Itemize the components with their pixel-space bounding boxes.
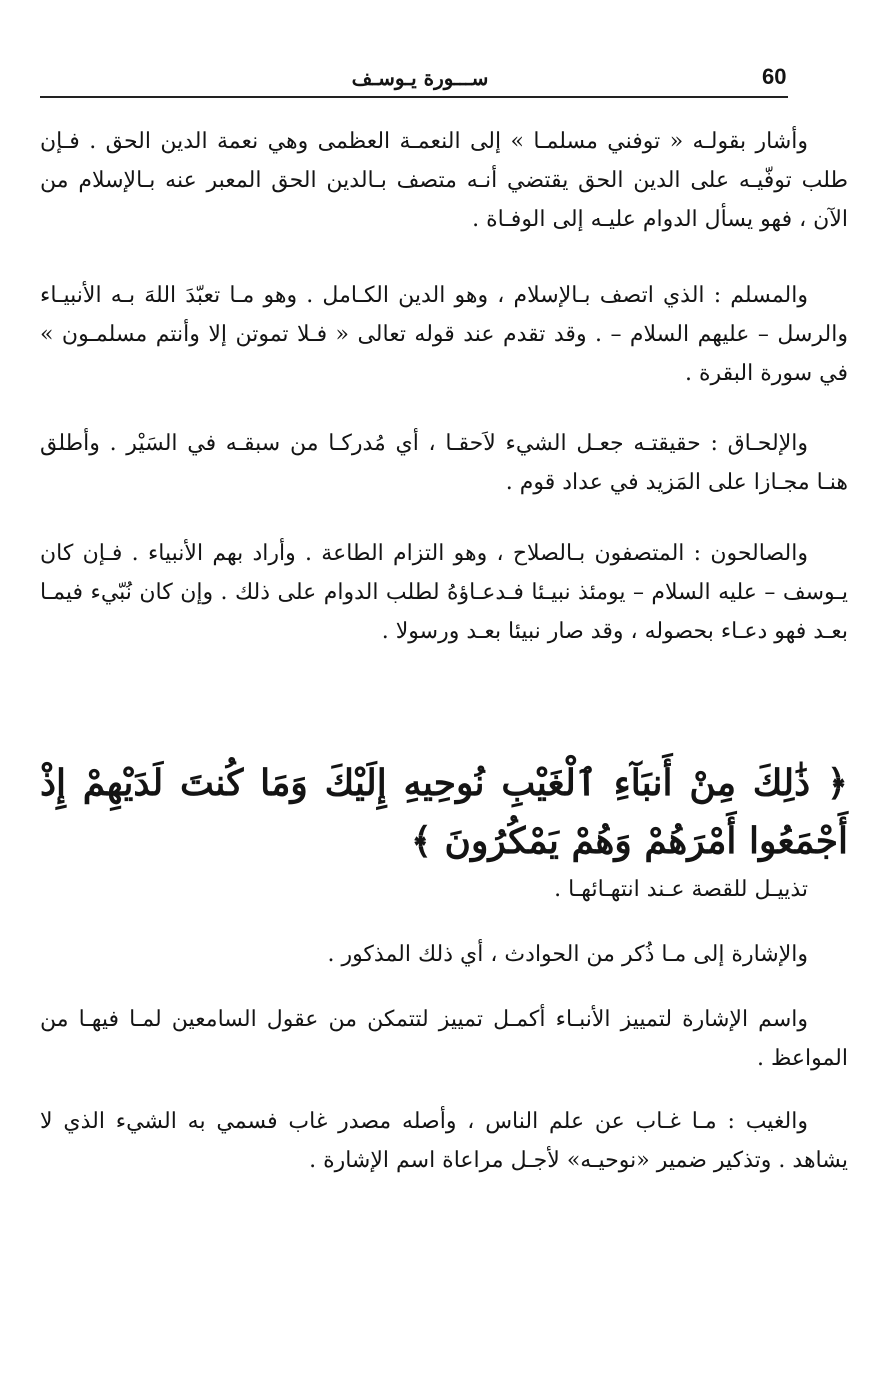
paragraph-ilhaq bbox=[40, 424, 848, 502]
paragraph-text: والغيب : مـا غـاب عن علم الناس ، وأصله مصدر غاب فسمي به الشيء الذي لا يشاهد . وتذكير ضمير «نوحيـه» لأجـل مراعاة اسم الإشارة . bbox=[40, 1109, 848, 1173]
paragraph-salihun bbox=[40, 534, 848, 651]
paragraph-text: وأشار بقولـه « توفني مسلمـا » إلى النعمـة العظمى وهي نعمة الدين الحق . فـإن طلب توفّيـه على الدين الحق يقتضي أنـه متصف بـالدين الحق المعبر عنه بـالإسلام من الآن ، فهو يسأل الدوام عليـه إلى الوفـاة . bbox=[40, 129, 848, 232]
running-title: ســـورة يـوسـف bbox=[351, 66, 489, 90]
paragraph-text: والإشارة إلى مـا ذُكر من الحوادث ، أي ذلك المذكور . bbox=[327, 942, 808, 967]
quran-verse: ﴿ ذَٰلِكَ مِنْ أَنبَآءِ ٱلْغَيْبِ نُوحِيهِ إِلَيْكَ وَمَا كُنتَ لَدَيْهِمْ إِذْ أَجْمَعُوا أَمْرَهُمْ وَهُمْ يَمْكُرُونَ ﴾ bbox=[40, 762, 848, 862]
page-header bbox=[40, 58, 788, 98]
header-rule bbox=[40, 96, 788, 98]
paragraph-text: والمسلم : الذي اتصف بـالإسلام ، وهو الدين الكـامل . وهو مـا تعبّدَ اللهَ بـه الأنبيـاء والرسل – عليهم السلام – . وقد تقدم عند قوله تعالى « فـلا تموتن إلا وأنتم مسلمـون » في سورة البقرة . bbox=[40, 283, 848, 386]
paragraph-ishara bbox=[40, 935, 848, 974]
paragraph-muslim bbox=[40, 276, 848, 393]
paragraph-text: والإلحـاق : حقيقتـه جعـل الشيء لاَحقـا ، أي مُدركـا من سبقـه في السَيْر . وأطلق هنـا مجـازا على المَزيد في عداد قوم . bbox=[40, 431, 848, 495]
paragraph-tawaffani bbox=[40, 122, 848, 239]
paragraph-ism-ishara bbox=[40, 1000, 848, 1078]
paragraph-text: تذييـل للقصة عـند انتهـائهـا . bbox=[554, 877, 808, 902]
paragraph-text: واسم الإشارة لتمييز الأنبـاء أكمـل تمييز لتتمكن من عقول السامعين لمـا فيهـا من المواعظ . bbox=[40, 1007, 848, 1071]
page-number: 60 bbox=[762, 64, 787, 89]
paragraph-tadhyil bbox=[40, 870, 848, 909]
paragraph-ghayb bbox=[40, 1102, 848, 1180]
paragraph-text: والصالحون : المتصفون بـالصلاح ، وهو التزام الطاعة . وأراد بهم الأنبياء . فـإن كان يـوسف – عليه السلام – يومئذ نبيـئا فـدعـاؤهُ لطلب الدوام على ذلك . وإن كان نُبّيء فيمـا بعـد فهو دعـاء بحصوله ، وقد صار نبيئا بعـد ورسولا . bbox=[40, 541, 848, 644]
